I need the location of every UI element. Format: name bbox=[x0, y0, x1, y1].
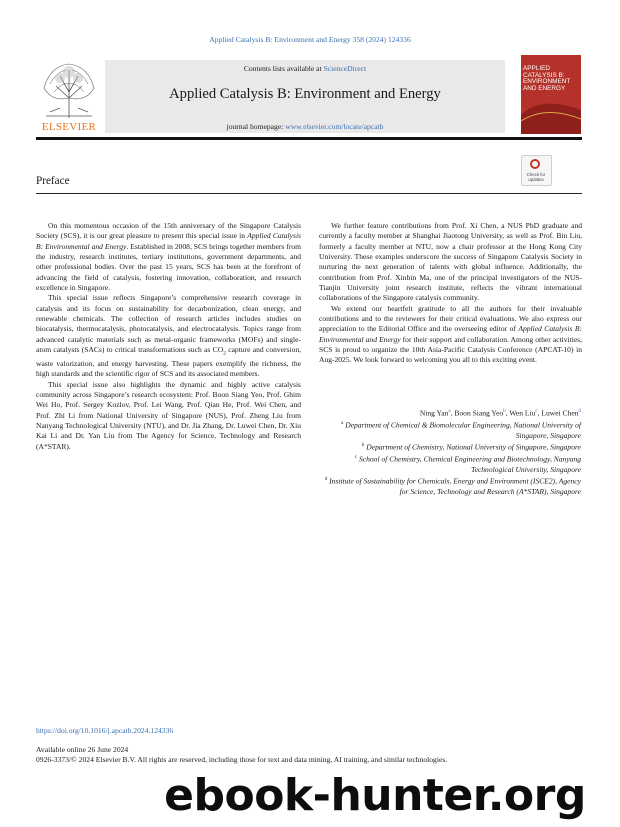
affiliation-marker: d bbox=[324, 477, 328, 483]
author-affiliation-ref[interactable]: d bbox=[578, 409, 581, 414]
text-run: This special issue reflects Singapore’s comprehensive research coverage in catalysis and its focus on sustainability for decarbonization, clean energy, and renewable chemicals. The collection of research articles includes studies on biocatalysis, thermocatalysis, photocatalysis, and electrocatalysis. Topics range from advanced catalytic materials such as metal-organic frameworks (MOFs) and single-atom catalysts (SACs) to critical transformations such as CO bbox=[36, 293, 301, 355]
author-affiliation-ref[interactable]: b bbox=[503, 409, 506, 414]
homepage-line bbox=[105, 122, 505, 131]
contents-prefix: Contents lists available at bbox=[243, 64, 324, 73]
elsevier-wordmark: ELSEVIER bbox=[41, 121, 97, 133]
affiliation bbox=[319, 441, 581, 453]
affiliation-text: Institute of Sustainability for Chemicals, Energy and Environment (ISCE2), Agency for Science, Technology and Research (A*STAR), Singapore bbox=[329, 476, 581, 496]
author-name[interactable]: Luwei Chen bbox=[541, 408, 579, 418]
affiliation bbox=[319, 419, 581, 441]
affiliation bbox=[319, 453, 581, 475]
author-list: Ning Yan$^a$, Boon Siang Yeo$^b$, Wen Liu$^c$, Luwei Chen$^d$ bbox=[419, 408, 581, 418]
badge-line-1: Check for bbox=[526, 172, 546, 177]
cover-line-1: APPLIED bbox=[523, 65, 550, 72]
author-name[interactable]: Wen Liu bbox=[509, 408, 536, 418]
affiliation-text: School of Chemistry, Chemical Engineering and Biotechnology, Nanyang Technological University, Singapore bbox=[359, 454, 581, 474]
right-column bbox=[319, 221, 582, 366]
journal-name-emphasis: Applied Catalysis B: Environmental and Energy bbox=[319, 324, 582, 344]
affiliation-text: Department of Chemical & Biomolecular Engineering, National University of Singapore, Singapore bbox=[345, 420, 581, 440]
paragraph bbox=[36, 293, 301, 379]
header-divider bbox=[36, 137, 582, 140]
watermark-text: ebook-hunter.org bbox=[164, 770, 586, 821]
section-divider bbox=[36, 193, 582, 194]
affiliation bbox=[319, 475, 581, 497]
homepage-prefix: journal homepage: bbox=[226, 122, 286, 131]
text-run: On this momentous occasion of the 15th anniversary of the Singapore Catalysis Society (SCS), it is our great pleasure to present this special issue in bbox=[36, 221, 301, 241]
cover-line-2: CATALYSIS B: bbox=[523, 71, 565, 79]
author-affiliation-ref[interactable]: c bbox=[535, 409, 538, 414]
journal-name-emphasis: Applied Catalysis B: Environmental and Energy bbox=[36, 231, 301, 251]
paragraph bbox=[319, 304, 582, 366]
available-online-date: Available online 26 June 2024 bbox=[36, 745, 129, 754]
cover-line-4: AND ENERGY bbox=[523, 84, 566, 92]
cover-line-3: ENVIRONMENT bbox=[523, 78, 571, 86]
cover-title bbox=[523, 66, 579, 92]
journal-title: Applied Catalysis B: Environment and Energy bbox=[169, 86, 441, 102]
homepage-link[interactable]: www.elsevier.com/locate/apcatb bbox=[285, 122, 384, 131]
sciencedirect-link[interactable]: ScienceDirect bbox=[323, 64, 367, 73]
section-title: Preface bbox=[36, 175, 70, 187]
check-updates-label bbox=[522, 173, 550, 183]
badge-line-2: updates bbox=[528, 176, 544, 182]
check-updates-icon bbox=[530, 159, 540, 169]
paragraph bbox=[36, 221, 301, 293]
contents-line bbox=[105, 64, 505, 73]
paragraph: We further feature contributions from Prof. Xi Chen, a NUS PhD graduate and currently a faculty member at Shanghai Jiaotong University, as well as Prof. Bin Liu, formerly a faculty member at NTU, now a chair professor at the Hong Kong City University. These examples underscore the success of Singapore Catalysis Society in nurturing the next generation of talents with global influence. Additionally, the contribution from Prof. Xinbin Ma, one of the principal investigators of the NUS-Tianjin University joint research institute, reflects the vibrant international collaborations of the Singapore catalysis community. bbox=[319, 221, 582, 303]
affiliation-marker: b bbox=[361, 443, 365, 449]
text-run: . Established in 2008, SCS brings together members from the industry, research institutes, tertiary institutions, government departments, and other professional bodies. Over the past 15 years, SCS has been at the forefront of advancing the field of catalysis, fostering innovation, collaboration, and research excellence in Singapore. bbox=[36, 241, 301, 293]
affiliation-marker: a bbox=[341, 420, 344, 426]
journal-citation-link[interactable]: Applied Catalysis B: Environment and Energy 358 (2024) 124336 bbox=[209, 35, 411, 44]
left-column bbox=[36, 221, 301, 452]
author-affiliation-ref[interactable]: a bbox=[448, 409, 451, 414]
text-run: capture and conversion, waste valorization, and energy harvesting. These papers exemplify the richness, the high standards and the scientific rigor of SCS and its associated members. bbox=[36, 345, 301, 379]
paragraph: This special issue also highlights the dynamic and highly active catalysis community across Singapore’s research ecosystem: Prof. Boon Siang Yeo, Prof. Ghim Wei Ho, Prof. Sergey Kozlov, Prof. Lei Wang, Prof. Qian He, Prof. Wei Chen, and Prof. Zhi Li from National University of Singapore (NUS), Prof. Zheng Liu from Nanyang Technological University (NTU), and Dr. Jia Zhang, Dr. Luwei Chen, Dr. Xiu Kai Li and Dr. Yan Liu from The Agency for Science, Technology and Research (A*STAR). bbox=[36, 379, 301, 451]
affiliation-marker: c bbox=[354, 454, 358, 460]
subscript: 2 bbox=[223, 350, 226, 357]
author-name[interactable]: Boon Siang Yeo bbox=[454, 408, 504, 418]
text-run: We extend our heartfelt gratitude to all the authors for their invaluable contributions and to the reviewers for their critical evaluations. We also express our appreciation to the Editorial Office and the overseeing editor of bbox=[319, 303, 582, 334]
affiliation-text: Department of Chemistry, National University of Singapore, Singapore bbox=[366, 442, 581, 452]
author-name[interactable]: Ning Yan bbox=[419, 408, 449, 418]
copyright-notice: 0926-3373/© 2024 Elsevier B.V. All rights are reserved, including those for text and data mining, AI training, and similar technologies. bbox=[36, 755, 448, 764]
doi-link[interactable]: https://doi.org/10.1016/j.apcatb.2024.124336 bbox=[36, 726, 174, 735]
author-block bbox=[319, 407, 581, 497]
text-run: for their support and collaboration. Among other activities, SCS is proud to organize the 10th Asia-Pacific Catalysis Conference (APCAT-10) in Aug-2025. We look forward to welcoming you all to this exciting event. bbox=[319, 334, 582, 365]
